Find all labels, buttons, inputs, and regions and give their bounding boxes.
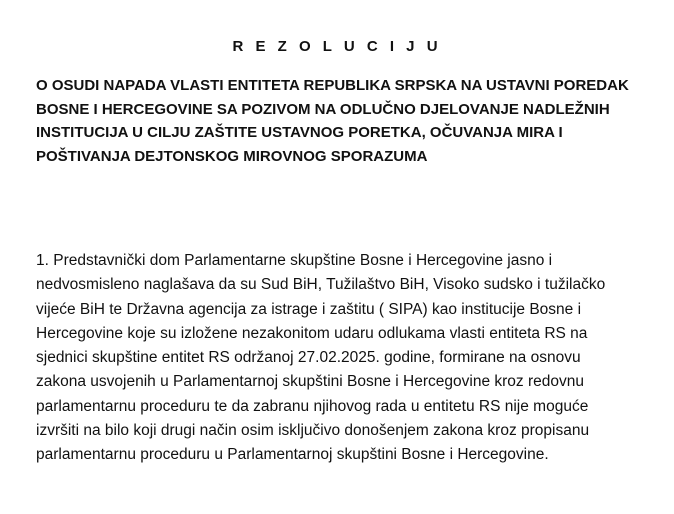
paragraph-line: parlamentarnu proceduru u Parlamentarnoj skupštini Bosne i Hercegovine. xyxy=(36,446,549,464)
paragraph-line: izvršiti na bilo koji drugi način osim isključivo donošenjem zakona kroz propisanu xyxy=(36,422,590,440)
document-heading: R E Z O L U C I J U xyxy=(232,38,442,55)
paragraph-line: sjednici skupštine entitet RS održanoj 27.02.2025. godine, formirane na osnovu xyxy=(36,349,581,367)
paragraph-line: parlamentarnu proceduru te da zabranu njihovog rada u entitetu RS nije moguće xyxy=(36,397,589,415)
subtitle-line: INSTITUCIJA U CILJU ZAŠTITE USTAVNOG PORETKA, OČUVANJA MIRA I xyxy=(36,124,563,141)
subtitle-line: O OSUDI NAPADA VLASTI ENTITETA REPUBLIKA SRPSKA NA USTAVNI POREDAK xyxy=(36,77,629,94)
paragraph-line: Hercegovine koje su izložene nezakonitom udaru odlukama vlasti entiteta RS na xyxy=(36,324,588,342)
paragraph-line: zakona usvojenih u Parlamentarnoj skupštini Bosne i Hercegovine kroz redovnu xyxy=(36,373,584,391)
paragraph-line: 1. Predstavnički dom Parlamentarne skupštine Bosne i Hercegovine jasno i xyxy=(36,252,553,269)
subtitle-line: POŠTIVANJA DEJTONSKOG MIROVNOG SPORAZUMA xyxy=(36,147,428,165)
paragraph-line: nedvosmisleno naglašava da su Sud BiH, Tužilaštvo BiH, Visoko sudsko i tužilačko xyxy=(36,276,606,294)
resolution-subtitle xyxy=(36,74,656,168)
subtitle-line: BOSNE I HERCEGOVINE SA POZIVOM NA ODLUČNO DJELOVANJE NADLEŽNIH xyxy=(36,100,610,118)
paragraph-1 xyxy=(36,249,666,468)
paragraph-line: vijeće BiH te Državna agencija za istrage i zaštitu ( SIPA) kao institucije Bosne i xyxy=(36,300,582,318)
